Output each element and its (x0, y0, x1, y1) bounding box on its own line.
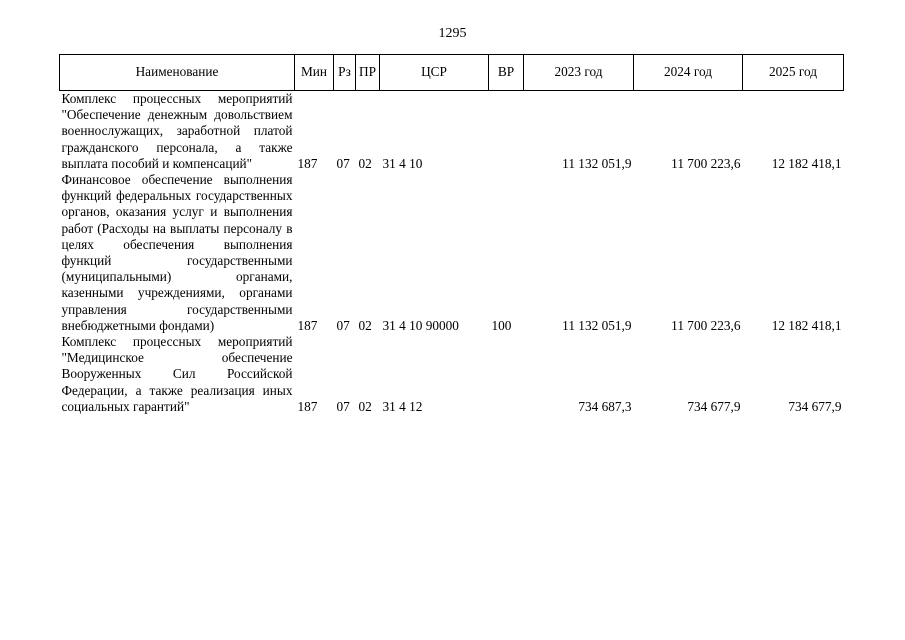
row-vr (489, 334, 524, 415)
row-min: 187 (297, 317, 318, 333)
row-2024: 11 700 223,6 (671, 155, 741, 171)
header-rz: Рз (334, 55, 356, 91)
row-2025: 12 182 418,1 (771, 317, 842, 333)
row-csr: 31 4 10 (382, 155, 423, 171)
row-csr: 31 4 10 90000 (382, 317, 459, 333)
header-2025: 2025 год (743, 55, 844, 91)
row-2024: 734 677,9 (687, 398, 741, 414)
page-number: 1295 (438, 26, 467, 41)
row-pr: 02 (358, 155, 372, 171)
table-row (60, 334, 844, 415)
table-header-row (60, 55, 844, 91)
row-2025: 734 677,9 (788, 398, 842, 414)
budget-table (59, 54, 844, 415)
row-name: Комплекс процессных мероприятий "Медицинское обеспечение Вооруженных Сил Российской Федерации, а также реализация иных социальных гарантий" (61, 334, 293, 414)
table-row (60, 91, 844, 173)
header-pr: ПР (356, 55, 380, 91)
header-min: Мин (295, 55, 334, 91)
row-vr (489, 91, 524, 173)
row-pr: 02 (358, 317, 372, 333)
row-name: Финансовое обеспечение выполнения функций федеральных государственных органов, оказания услуг и выполнения работ (Расходы на выплаты персоналу в целях обеспечения выполнения функций государственными (муниципальными) органами, казенными учреждениями, органами управления государственными внебюджетными фондами) (61, 172, 293, 333)
row-name: Комплекс процессных мероприятий "Обеспечение денежным довольствием военнослужащих, заработной платой гражданского персонала, а также выплата пособий и компенсаций" (61, 91, 293, 171)
row-2024: 11 700 223,6 (671, 317, 741, 333)
row-2023: 11 132 051,9 (562, 317, 632, 333)
row-2023: 11 132 051,9 (562, 155, 632, 171)
row-min: 187 (297, 155, 318, 171)
row-rz: 07 (336, 317, 350, 333)
header-name: Наименование (60, 55, 295, 91)
header-csr: ЦСР (380, 55, 489, 91)
row-csr: 31 4 12 (382, 398, 423, 414)
row-2025: 12 182 418,1 (771, 155, 842, 171)
row-2023: 734 687,3 (578, 398, 632, 414)
header-2024: 2024 год (634, 55, 743, 91)
table-row (60, 172, 844, 334)
row-min: 187 (297, 398, 318, 414)
row-vr: 100 (491, 317, 512, 333)
row-pr: 02 (358, 398, 372, 414)
header-2023: 2023 год (524, 55, 634, 91)
header-vr: ВР (489, 55, 524, 91)
row-rz: 07 (336, 398, 350, 414)
row-rz: 07 (336, 155, 350, 171)
